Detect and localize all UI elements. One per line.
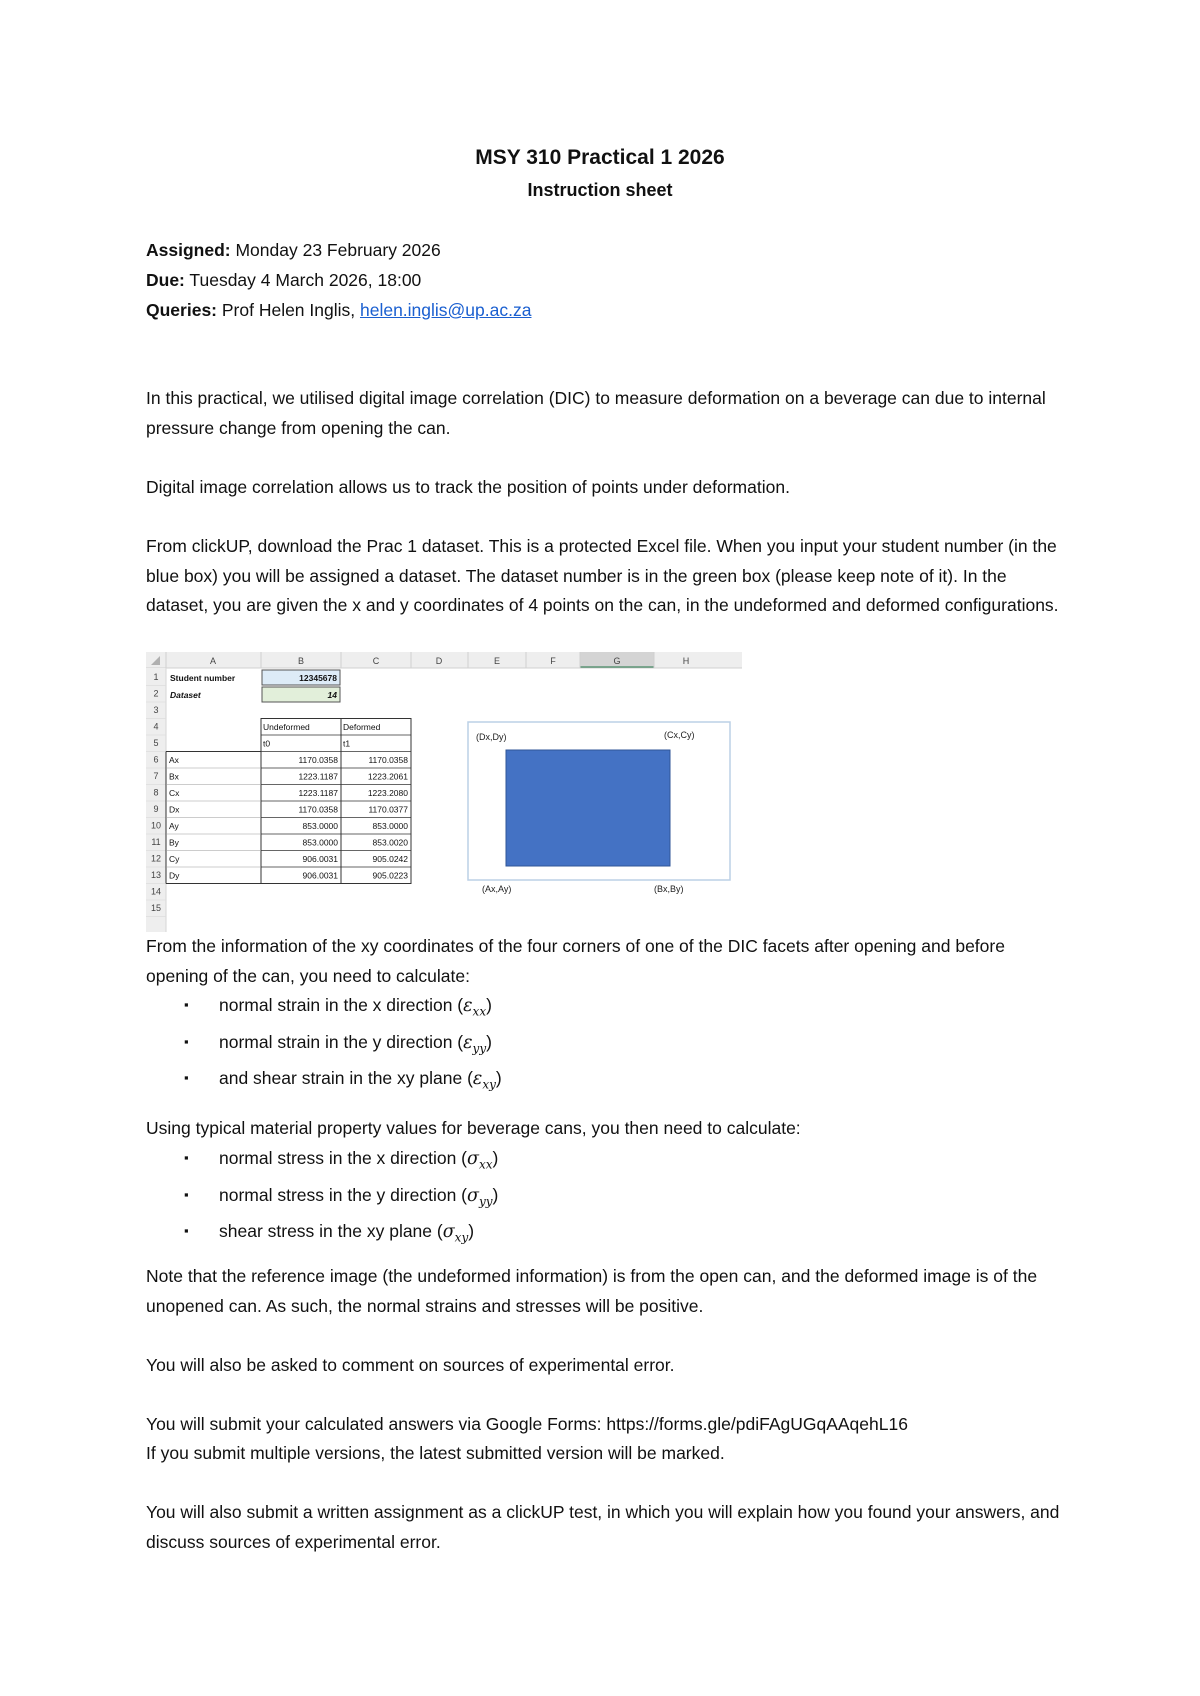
error-paragraph: You will also be asked to comment on sources of experimental error. (146, 1355, 675, 1375)
label-axay: (Ax,Ay) (482, 884, 512, 894)
table-cell-t1: 905.0223 (372, 870, 408, 881)
table-cell-t1: 1223.2080 (367, 788, 408, 798)
strain-bullet-item: ▪ normal strain in the y direction $(\varepsilon_{yy})$ (146, 1027, 1071, 1064)
versions-paragraph: If you submit multiple versions, the latest submitted version will be marked. (146, 1443, 725, 1463)
table-row-label: Ay (169, 821, 179, 831)
stress-bullet-symbol (467, 1149, 493, 1172)
row-number[interactable]: 6 (153, 754, 159, 765)
note-paragraph: Note that the reference image (the undeformed information) is from the open can, and the deformed image is of the unopened can. As such, the normal strains and stresses will be positive. (146, 1266, 1038, 1316)
strain-bullet-symbol-subscript: yy (472, 1041, 487, 1055)
table-cell-t0: 1170.0358 (298, 804, 338, 815)
strain-bullet-symbol-letter: ε (463, 1032, 473, 1053)
table-row-label: By (169, 837, 179, 848)
row-number[interactable]: 3 (153, 705, 159, 715)
queries-label: Queries: (146, 300, 217, 320)
document-subtitle: Instruction sheet (527, 180, 673, 200)
stress-bullet-item: ▪ normal stress in the y direction $(\sigma_{yy})$ (146, 1180, 1071, 1217)
document-title: MSY 310 Practical 1 2026 (475, 146, 725, 169)
dataset-spreadsheet (146, 652, 742, 932)
table-cell-t0: 1223.1187 (298, 771, 338, 782)
strain-bullet-text: and shear strain in the xy plane ( (219, 1068, 473, 1088)
header-deformed: Deformed (343, 722, 381, 732)
row-number[interactable]: 11 (151, 837, 161, 847)
row-number[interactable]: 12 (150, 853, 162, 864)
strain-bullet-symbol-subscript: xy (482, 1077, 496, 1092)
intro-paragraph: In this practical, we utilised digital image correlation (DIC) to measure deformation on a beverage can due to internal pressure change from opening the can. (146, 388, 1046, 438)
written-paragraph: You will also submit a written assignment as a clickUP test, in which you will explain how you found your answers, and discuss sources of experimental error. (146, 1502, 1060, 1552)
stress-bullet-symbol-letter: σ (467, 1149, 479, 1169)
table-cell-t0: 906.0031 (302, 870, 338, 881)
dataset-value: 14 (327, 690, 337, 700)
col-header-e[interactable]: E (493, 656, 501, 666)
stress-bullet-symbol-subscript: xy (454, 1230, 469, 1245)
queries-line (146, 300, 531, 321)
stress-bullet-text: normal stress in the y direction ( (219, 1184, 468, 1205)
row-number[interactable]: 10 (150, 820, 162, 831)
col-header-f[interactable]: F (550, 656, 556, 666)
table-cell-t0: 906.0031 (302, 854, 338, 864)
stress-intro-paragraph: Using typical material property values for beverage cans, you then need to calculate: (146, 1118, 801, 1138)
strain-bullet-symbol (472, 1069, 496, 1092)
strain-list (146, 990, 1071, 1100)
due-value: Tuesday 4 March 2026, 18:00 (184, 270, 422, 290)
table-cell-t1: 853.0020 (372, 837, 408, 848)
row-number[interactable]: 7 (153, 771, 159, 781)
row-number[interactable]: 15 (150, 903, 162, 913)
row-number[interactable]: 2 (153, 688, 159, 699)
stress-bullet-symbol (442, 1222, 469, 1245)
stress-bullet-text: shear stress in the xy plane ( (219, 1221, 443, 1241)
col-header-g[interactable]: G (613, 656, 621, 666)
spreadsheet-svg (146, 652, 742, 932)
assigned-value: Monday 23 February 2026 (230, 240, 441, 260)
stress-bullet-item: ▪ shear stress in the xy plane $(\sigma_{xy})$ (146, 1216, 1071, 1253)
table-cell-t1: 1223.2061 (367, 771, 408, 782)
submit-paragraph: You will submit your calculated answers via Google Forms: https://forms.gle/pdiFAgUGqAAqehL16 (146, 1414, 908, 1434)
table-cell-t0: 1223.1187 (298, 788, 338, 798)
stress-bullet-symbol-subscript: xx (478, 1157, 493, 1172)
dic-paragraph: Digital image correlation allows us to track the position of points under deformation. (146, 477, 790, 497)
col-header-a[interactable]: A (209, 656, 217, 666)
label-cxcy: (Cx,Cy) (664, 730, 695, 740)
table-row-label: Cy (169, 854, 180, 864)
strain-bullet-text: normal strain in the x direction ( (219, 995, 464, 1015)
table-row-label: Ax (169, 755, 179, 765)
row-number[interactable]: 14 (150, 886, 162, 897)
dataset-label: Dataset (170, 690, 201, 700)
header-undeformed: Undeformed (263, 722, 310, 732)
stress-bullet-symbol-letter: σ (442, 1222, 455, 1242)
col-header-d[interactable]: D (435, 656, 443, 666)
stress-bullet-symbol (467, 1186, 493, 1206)
row-number[interactable]: 8 (153, 787, 159, 798)
row-number[interactable]: 4 (153, 721, 159, 732)
row-number[interactable]: 1 (153, 672, 159, 682)
strain-bullet-item: ▪ and shear strain in the xy plane $(\varepsilon_{xy})$ (146, 1063, 1071, 1100)
header-t0: t0 (263, 738, 271, 749)
calc-intro-paragraph: From the information of the xy coordinates of the four corners of one of the DIC facets after opening and before opening of the can, you need to calculate: (146, 936, 1005, 986)
strain-bullet-item: ▪ normal strain in the x direction $(\varepsilon_{xx})$ (146, 990, 1071, 1027)
table-row-label: Dx (169, 804, 180, 815)
row-number[interactable]: 9 (153, 804, 159, 814)
stress-bullet-text: normal stress in the x direction ( (219, 1148, 468, 1168)
header-t1: t1 (343, 738, 351, 749)
table-cell-t1: 905.0242 (372, 854, 408, 864)
col-header-c[interactable]: C (372, 656, 380, 666)
strain-bullet-symbol-subscript: xx (472, 1004, 487, 1019)
col-header-h[interactable]: H (682, 656, 690, 666)
row-number[interactable]: 5 (153, 738, 159, 748)
table-cell-t1: 853.0000 (372, 821, 408, 831)
stress-bullet-symbol-subscript: yy (478, 1194, 493, 1208)
download-paragraph: From clickUP, download the Prac 1 dataset. This is a protected Excel file. When you input your student number (in the blue box) you will be assigned a dataset. The dataset number is in the green box (please keep note of it). In the dataset, you are given the x and y coordinates of 4 points on the can, in the undeformed and deformed configurations. (146, 536, 1059, 615)
table-cell-t0: 853.0000 (302, 821, 338, 831)
stress-list (146, 1143, 1071, 1253)
queries-value: Prof Helen Inglis, (217, 300, 360, 320)
stress-bullet-item: ▪ normal stress in the x direction $(\sigma_{xx})$ (146, 1143, 1071, 1180)
label-dxdy: (Dx,Dy) (476, 732, 507, 742)
due-label: Due: (146, 270, 185, 290)
dic-facet-square (506, 750, 670, 866)
table-row-label: Bx (169, 771, 179, 782)
table-cell-t1: 1170.0358 (368, 755, 408, 765)
student-number-label: Student number (170, 673, 236, 683)
strain-bullet-symbol (463, 996, 487, 1019)
due-line (146, 270, 421, 291)
table-cell-t1: 1170.0377 (368, 804, 408, 815)
student-number-value: 12345678 (299, 673, 337, 683)
assigned-label: Assigned: (146, 240, 231, 260)
assigned-line (146, 240, 441, 261)
table-row-label: Dy (169, 870, 180, 881)
queries-email-link[interactable]: helen.inglis@up.ac.za (359, 300, 532, 320)
table-cell-t0: 853.0000 (302, 837, 338, 848)
label-bxby: (Bx,By) (654, 884, 684, 894)
strain-bullet-symbol-letter: ε (472, 1069, 483, 1089)
stress-bullet-symbol-letter: σ (467, 1185, 479, 1206)
strain-bullet-text: normal strain in the y direction ( (219, 1031, 464, 1052)
row-number[interactable]: 13 (150, 870, 162, 880)
strain-bullet-symbol-letter: ε (463, 996, 473, 1016)
strain-bullet-symbol (463, 1033, 486, 1053)
table-row-label: Cx (169, 788, 180, 798)
table-cell-t0: 1170.0358 (298, 755, 338, 765)
col-header-b[interactable]: B (297, 656, 305, 666)
